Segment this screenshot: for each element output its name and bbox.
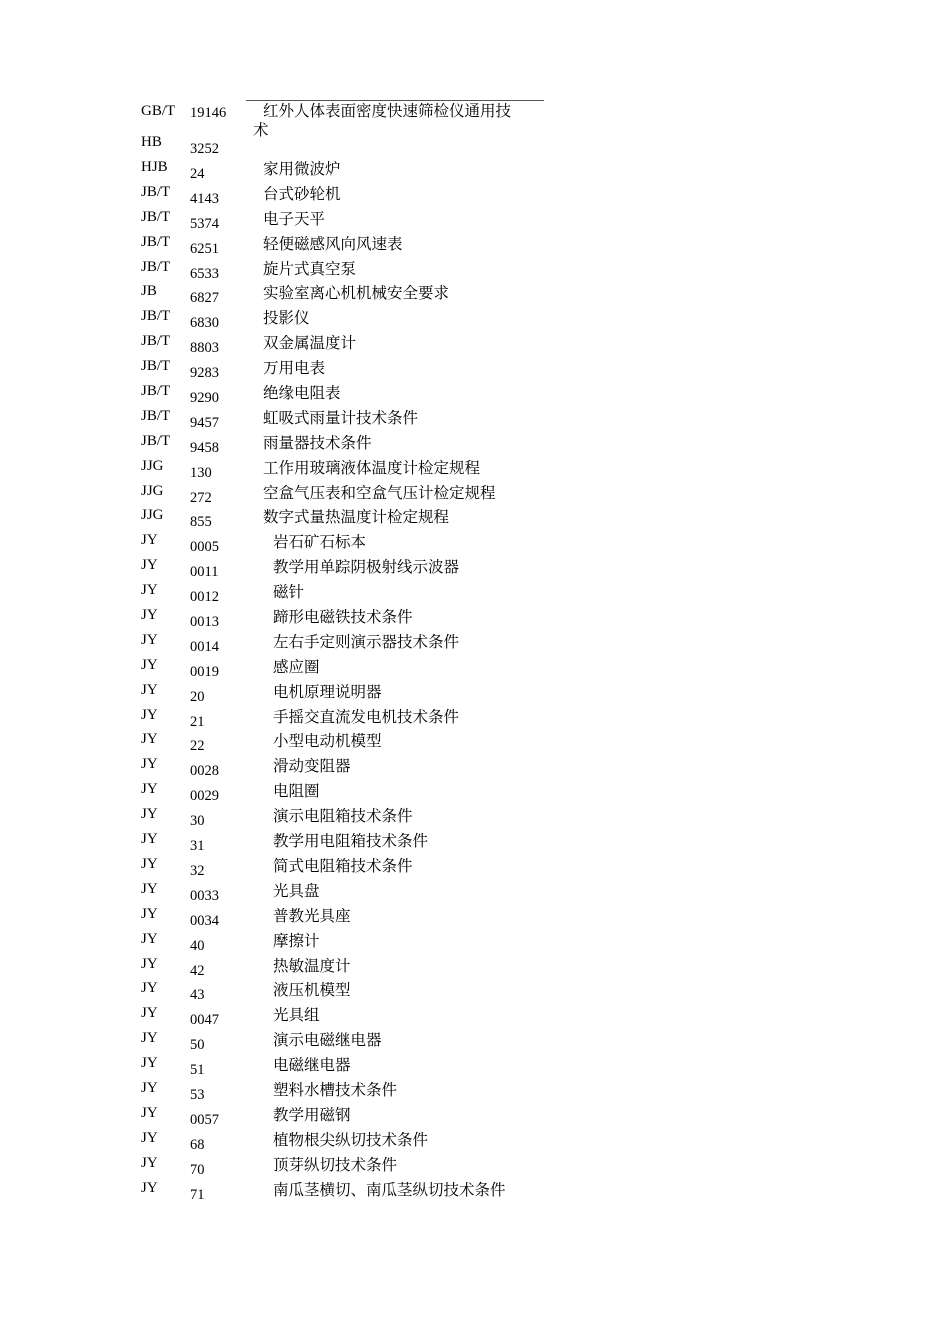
standard-prefix: JB/T: [141, 308, 171, 325]
standard-title: 手摇交直流发电机技术条件: [273, 708, 460, 726]
standard-prefix: JJG: [141, 457, 164, 474]
standard-number: 6830: [190, 315, 219, 332]
standard-title: 教学用单踪阴极射线示波器: [273, 559, 460, 577]
standard-title-line1: 红外人体表面密度快速筛检仪通用技: [263, 103, 512, 120]
standard-number: 24: [190, 165, 205, 182]
standard-number: 0034: [190, 912, 219, 929]
standard-prefix: JY: [141, 1005, 158, 1022]
standard-row: [141, 656, 561, 681]
standard-row: [141, 357, 561, 382]
standard-number: 3252: [190, 141, 219, 157]
standard-title: 双金属温度计: [263, 335, 357, 353]
standard-number: 0057: [190, 1111, 219, 1128]
standard-number: 5374: [190, 215, 219, 232]
standard-row: [141, 581, 561, 606]
standard-number: 0014: [190, 638, 219, 655]
standard-number: 130: [190, 464, 212, 481]
standard-title: 投影仪: [263, 310, 310, 328]
standard-row: [141, 606, 561, 631]
standard-number: 53: [190, 1086, 205, 1103]
standard-number: 0013: [190, 614, 219, 631]
standard-number: 31: [190, 838, 205, 855]
standard-row: [141, 1129, 561, 1154]
standard-prefix: JY: [141, 781, 158, 798]
standard-row: [141, 482, 561, 507]
standard-prefix: JB/T: [141, 358, 171, 375]
standard-title: 塑料水槽技术条件: [273, 1081, 398, 1099]
standard-prefix: HJB: [141, 158, 168, 175]
standard-row: [141, 905, 561, 930]
standard-row: [141, 1104, 561, 1129]
standard-number: 20: [190, 688, 205, 705]
standard-row: [141, 1179, 561, 1204]
standard-number: 855: [190, 514, 212, 531]
standard-prefix: JY: [141, 532, 158, 549]
standard-number: 22: [190, 738, 205, 755]
standard-prefix: HB: [141, 134, 162, 150]
standard-number: 68: [190, 1136, 205, 1153]
standard-number: 32: [190, 862, 205, 879]
standard-row: [141, 1004, 561, 1029]
standard-prefix: JY: [141, 1079, 158, 1096]
standard-number: 30: [190, 813, 205, 830]
standard-prefix: JB/T: [141, 233, 171, 250]
standard-prefix: JJG: [141, 482, 164, 499]
standard-title: 数字式量热温度计检定规程: [263, 509, 450, 527]
standard-title: 液压机模型: [273, 982, 351, 1000]
standard-number: 0033: [190, 887, 219, 904]
standard-number: 42: [190, 962, 205, 979]
standard-number: 43: [190, 987, 205, 1004]
standard-number: 6251: [190, 240, 219, 257]
standard-row: [141, 158, 561, 183]
standard-prefix: JY: [141, 855, 158, 872]
standard-number: 9458: [190, 439, 219, 456]
standard-row: [141, 102, 561, 139]
standard-row: [141, 706, 561, 731]
standard-prefix: JY: [141, 607, 158, 624]
standard-title: 虹吸式雨量计技术条件: [263, 409, 419, 427]
standard-number: 0011: [190, 564, 219, 581]
standard-title: 左右手定则演示器技术条件: [273, 633, 460, 651]
standard-row: [141, 1029, 561, 1054]
standard-number: 50: [190, 1037, 205, 1054]
standard-title: 摩擦计: [273, 932, 320, 950]
standard-number: 0028: [190, 763, 219, 780]
standard-title: 实验室离心机机械安全要求: [263, 285, 450, 303]
standard-row: [141, 233, 561, 258]
standard-prefix: JY: [141, 1055, 158, 1072]
standard-row: [141, 880, 561, 905]
standard-row: [141, 183, 561, 208]
standard-prefix: JY: [141, 1179, 158, 1196]
standard-prefix: JY: [141, 930, 158, 947]
standard-row: [141, 681, 561, 706]
standard-number: 8803: [190, 340, 219, 357]
standard-title: 电阻圈: [273, 783, 320, 801]
standard-title: 磁针: [273, 584, 305, 602]
standard-prefix: JY: [141, 756, 158, 773]
standard-number: 51: [190, 1062, 205, 1079]
standard-row: [141, 755, 561, 780]
standard-title: 热敏温度计: [273, 957, 351, 975]
standard-prefix: JB/T: [141, 258, 171, 275]
standard-title: 教学用磁钢: [273, 1106, 351, 1124]
standard-row: [141, 307, 561, 332]
standard-title: 演示电阻箱技术条件: [273, 808, 413, 826]
standard-title: 电子天平: [263, 210, 326, 228]
standard-prefix: JY: [141, 955, 158, 972]
standard-row: [141, 382, 561, 407]
standard-title: 光具盘: [273, 882, 320, 900]
standard-title: 顶芽纵切技术条件: [273, 1156, 398, 1174]
standard-number: 0047: [190, 1012, 219, 1029]
standard-title: 小型电动机模型: [273, 733, 382, 751]
standard-prefix: JY: [141, 905, 158, 922]
standard-row: [141, 208, 561, 233]
standard-number: 40: [190, 937, 205, 954]
standard-number: 0019: [190, 663, 219, 680]
standard-row: [141, 1079, 561, 1104]
standard-title: 植物根尖纵切技术条件: [273, 1131, 429, 1149]
standard-row: [141, 1054, 561, 1079]
standard-number: 9283: [190, 365, 219, 382]
standard-prefix: JB/T: [141, 383, 171, 400]
standard-title: 滑动变阻器: [273, 758, 351, 776]
standard-row: [141, 730, 561, 755]
standard-prefix: JY: [141, 831, 158, 848]
standard-title: 岩石矿石标本: [273, 534, 367, 552]
standard-number: 6533: [190, 265, 219, 282]
standard-prefix: JB/T: [141, 432, 171, 449]
standard-row: [141, 556, 561, 581]
standard-prefix: JY: [141, 1154, 158, 1171]
standard-prefix: JB/T: [141, 183, 171, 200]
standard-row: [141, 930, 561, 955]
standard-prefix: JJG: [141, 507, 164, 524]
standard-title: 光具组: [273, 1007, 320, 1025]
standard-title: 台式砂轮机: [263, 185, 341, 203]
standard-row: [141, 855, 561, 880]
standard-prefix: JY: [141, 980, 158, 997]
standard-title: 旋片式真空泵: [263, 260, 357, 278]
standard-row: [141, 133, 561, 158]
standard-number: 0029: [190, 788, 219, 805]
standard-number: 4143: [190, 190, 219, 207]
standard-title: 空盒气压表和空盒气压计检定规程: [263, 484, 496, 502]
standard-row: [141, 282, 561, 307]
standard-row: [141, 955, 561, 980]
standard-number: 71: [190, 1186, 205, 1203]
standard-prefix: JY: [141, 557, 158, 574]
standard-row: [141, 1154, 561, 1179]
standard-prefix: JB/T: [141, 333, 171, 350]
standard-prefix: JY: [141, 656, 158, 673]
standard-title: 电磁继电器: [273, 1057, 351, 1075]
standard-title: 万用电表: [263, 360, 326, 378]
standard-title: 雨量器技术条件: [263, 434, 372, 452]
standard-title: 蹄形电磁铁技术条件: [273, 609, 413, 627]
standard-prefix: JY: [141, 1030, 158, 1047]
standard-row: [141, 805, 561, 830]
standard-title: 演示电磁继电器: [273, 1032, 382, 1050]
standard-row: [141, 432, 561, 457]
standard-row: [141, 631, 561, 656]
standards-list: [141, 102, 561, 1203]
standard-prefix: JY: [141, 1104, 158, 1121]
standard-prefix: JY: [141, 731, 158, 748]
standard-number: 0012: [190, 589, 219, 606]
standard-row: [141, 332, 561, 357]
standard-row: [141, 979, 561, 1004]
standard-prefix: JY: [141, 880, 158, 897]
standard-prefix: GB/T: [141, 103, 176, 119]
standard-number: 9457: [190, 414, 219, 431]
standard-prefix: JY: [141, 1129, 158, 1146]
standard-title: 电机原理说明器: [273, 683, 382, 701]
standard-title: 教学用电阻箱技术条件: [273, 833, 429, 851]
standard-prefix: JY: [141, 706, 158, 723]
standard-title: 普教光具座: [273, 907, 351, 925]
standard-title-line2: 术: [253, 122, 269, 139]
standard-number: 19146: [190, 105, 227, 121]
standard-number: 9290: [190, 390, 219, 407]
standard-prefix: JY: [141, 631, 158, 648]
standard-number: 6827: [190, 290, 219, 307]
table-top-rule: [246, 100, 544, 101]
standard-row: [141, 780, 561, 805]
standard-number: 70: [190, 1161, 205, 1178]
standard-prefix: JB: [141, 283, 157, 300]
standard-row: [141, 457, 561, 482]
standard-row: [141, 506, 561, 531]
standard-number: 0005: [190, 539, 219, 556]
standard-row: [141, 531, 561, 556]
standard-prefix: JY: [141, 681, 158, 698]
standard-number: 21: [190, 713, 205, 730]
standard-title: 绝缘电阻表: [263, 385, 341, 403]
standard-prefix: JY: [141, 806, 158, 823]
standard-row: [141, 258, 561, 283]
standard-number: 272: [190, 489, 212, 506]
standard-prefix: JY: [141, 582, 158, 599]
standard-title: 简式电阻箱技术条件: [273, 857, 413, 875]
standard-row: [141, 830, 561, 855]
standard-prefix: JB/T: [141, 407, 171, 424]
standard-title: 感应圈: [273, 658, 320, 676]
standard-row: [141, 407, 561, 432]
standard-title: 南瓜茎横切、南瓜茎纵切技术条件: [273, 1181, 506, 1199]
standard-title: 轻便磁感风向风速表: [263, 235, 403, 253]
standard-prefix: JB/T: [141, 208, 171, 225]
standard-title: 家用微波炉: [263, 160, 341, 178]
standard-title: 工作用玻璃液体温度计检定规程: [263, 459, 481, 477]
